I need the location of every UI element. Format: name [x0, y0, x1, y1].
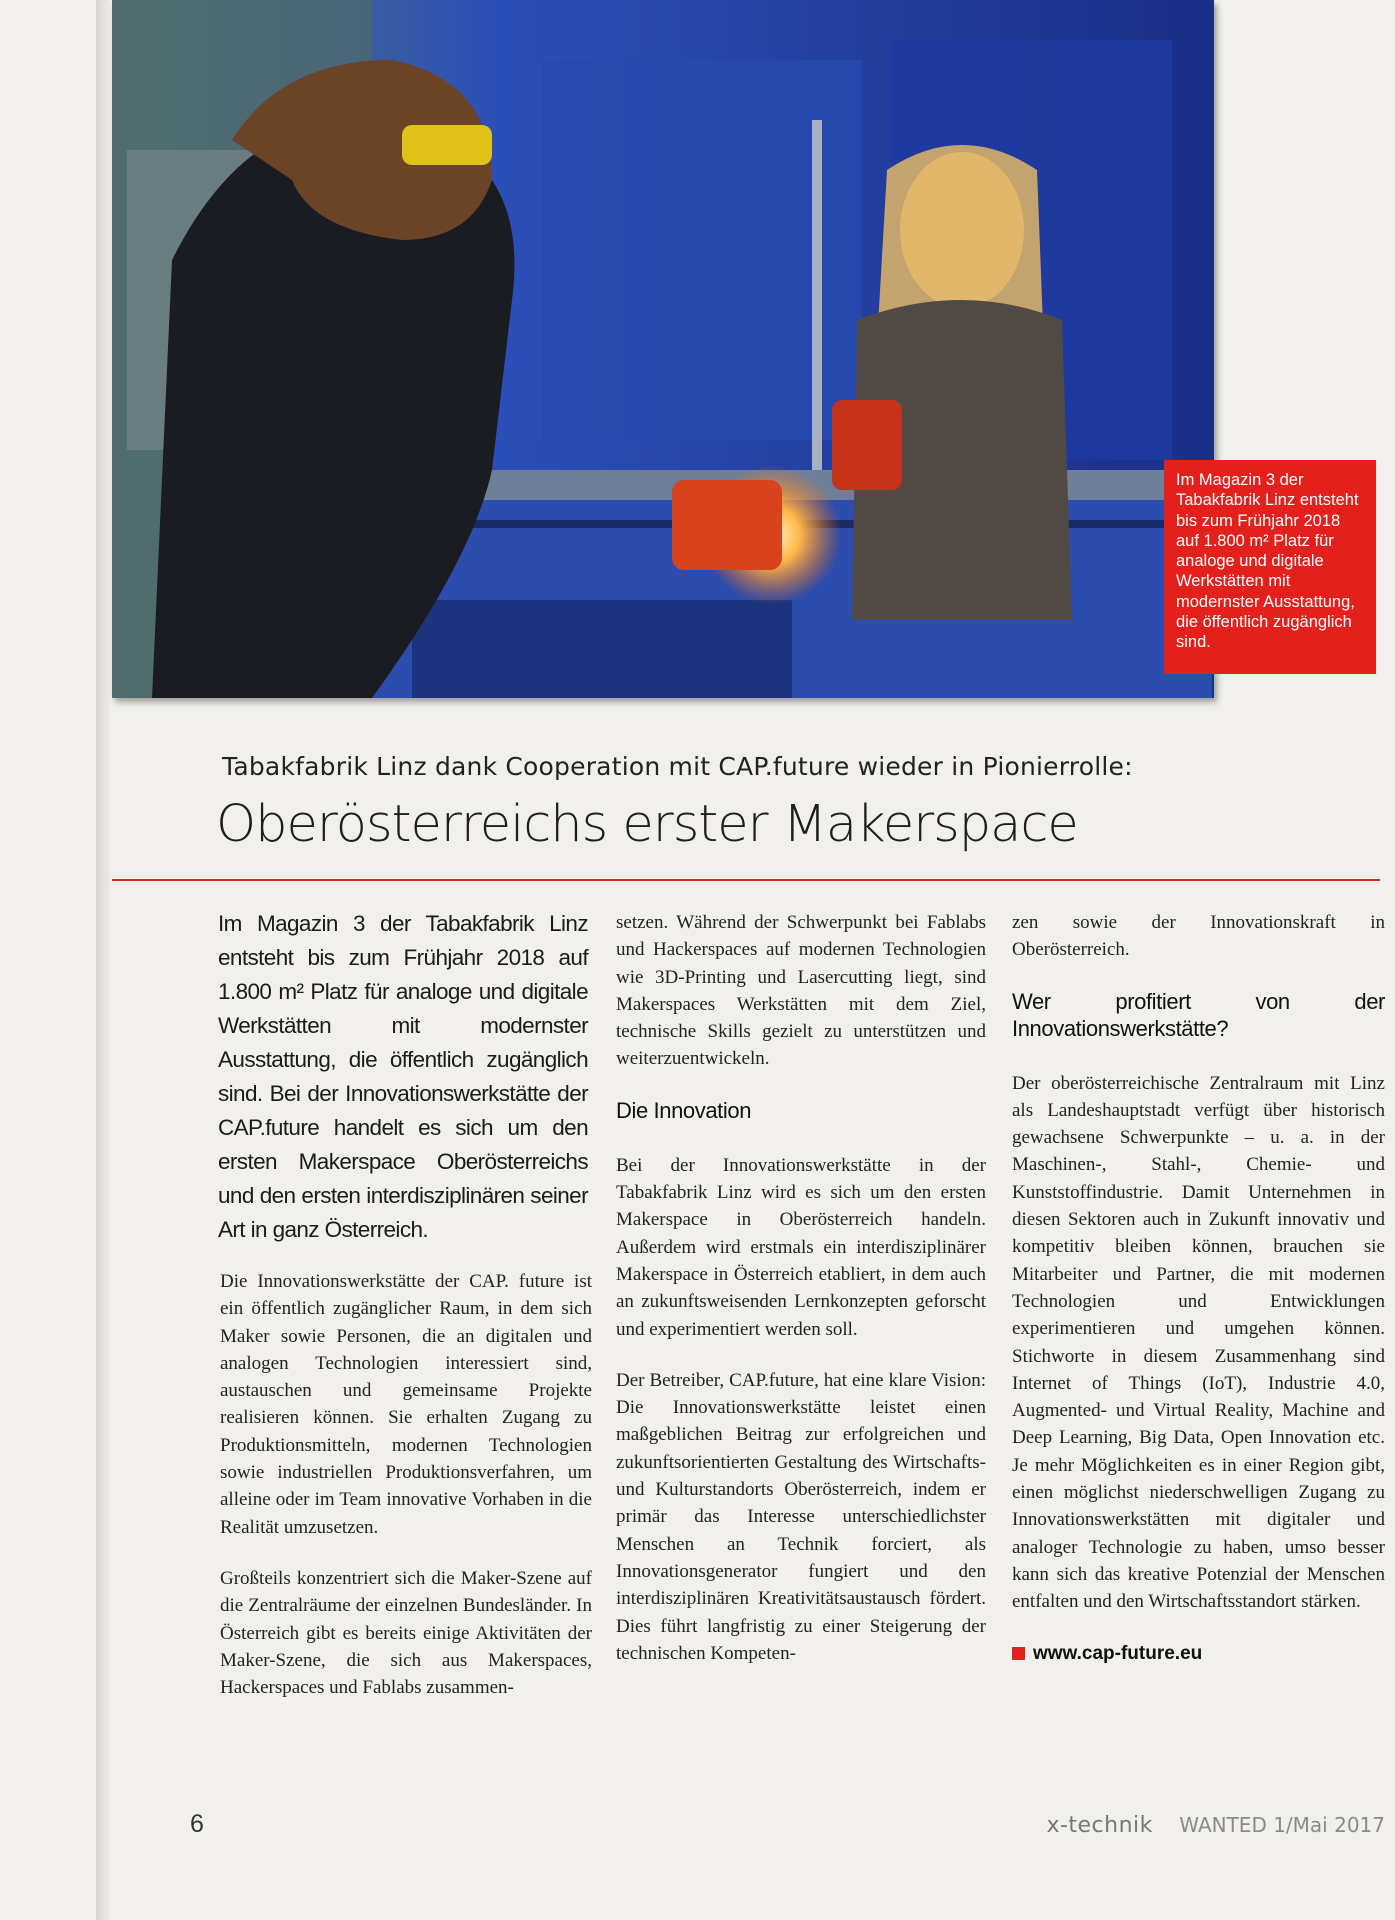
scan-edge: [0, 0, 96, 1920]
issue-label: WANTED 1/Mai 2017: [1179, 1813, 1385, 1837]
page-number: 6: [190, 1810, 204, 1838]
headline-rule: [112, 879, 1380, 881]
magazine-brand: x-technik: [1046, 1813, 1153, 1838]
section-heading: Die Innovation: [616, 1097, 752, 1123]
paragraph: Großteils konzentriert sich die Maker-Szene auf die Zentralräume der einzelnen Bundesländer. In Österreich gibt es bereits einige Aktivitäten der Maker-Szene, die sich aus Makerspaces, Hackerspaces und Fablabs zusammen-: [220, 1567, 592, 1699]
workshop-photo: [112, 0, 1214, 698]
red-square-icon: [1012, 1647, 1025, 1660]
paragraph: setzen. Während der Schwerpunkt bei Fablabs und Hackerspaces auf modernen Technologien wie 3D-Printing und Lasercutting liegt, sind Makerspaces Werkstätten mit dem Ziel, technische Skills gezielt zu unterstützen und weiterzuentwickeln.: [616, 912, 986, 1070]
text-column-2: [616, 909, 986, 1691]
photo-caption: Im Magazin 3 der Tabakfabrik Linz entsteht bis zum Frühjahr 2018 auf 1.800 m² Platz für analoge und digitale Werkstätten mit modernster Ausstattung, die öffentlich zugänglich sind.: [1164, 460, 1376, 674]
page-footer: [1046, 1813, 1385, 1838]
website-link[interactable]: [1012, 1640, 1385, 1667]
paragraph: Die Innovationswerkstätte der CAP. future ist ein öffentlich zugänglicher Raum, in dem sich Maker sowie Personen, die an digitalen und analogen Technologien interessiert sind, austauschen und gemeinsame Projekte realisieren können. Sie erhalten Zugang zu Produktionsmitteln, modernen Technologien sowie industriellen Produktionsverfahren, um alleine oder im Team innovative Vorhaben in die Realität umzusetzen.: [220, 1271, 592, 1538]
paragraph: Der Betreiber, CAP.future, hat eine klare Vision: Die Innovationswerkstätte leistet einen maßgeblichen Beitrag zur erfolgreichen und zukunftsorientierten Gestaltung des Wirtschafts- und Kulturstandorts Oberösterreich, indem er primär das Interesse unterschiedlichster Menschen an Technik forciert, als Innovationsgenerator fungiert und den interdisziplinären Kreativitätsaustausch fördert. Dies führt langfristig zu einer Steigerung der technischen Kompeten-: [616, 1369, 986, 1664]
article-kicker: Tabakfabrik Linz dank Cooperation mit CAP.future wieder in Pionierrolle:: [222, 752, 1133, 781]
article-headline: Oberösterreichs erster Makerspace: [216, 795, 1078, 854]
website-link-text[interactable]: www.cap-future.eu: [1033, 1642, 1203, 1664]
article-lead: Im Magazin 3 der Tabakfabrik Linz entsteht bis zum Frühjahr 2018 auf 1.800 m² Platz für analoge und digitale Werkstätten mit modernster Ausstattung, die öffentlich zugänglich sind. Bei der Innovationswerkstätte der CAP.future handelt es sich um den ersten Makerspace Oberösterreichs und den ersten interdisziplinären seiner Art in ganz Österreich.: [218, 911, 588, 1242]
paragraph: zen sowie der Innovationskraft in Oberösterreich.: [1012, 912, 1385, 961]
text-column-3: [1012, 909, 1385, 1667]
text-column-1: [220, 1268, 592, 1725]
section-heading: Wer profitiert von der Innovationswerkstätte?: [1012, 988, 1385, 1041]
scan-edge-shadow: [96, 0, 110, 1920]
workshop-photo-illustration: [112, 0, 1214, 698]
paragraph: Bei der Innovationswerkstätte in der Tabakfabrik Linz wird es sich um den ersten Makerspace in Oberösterreich handeln. Außerdem wird erstmals ein interdisziplinärer Makerspace in Österreich etabliert, in dem auch an zukunftsweisenden Lernkonzepten geforscht und experimentiert werden soll.: [616, 1154, 986, 1340]
paragraph: Der oberösterreichische Zentralraum mit Linz als Landeshauptstadt verfügt über historisch gewachsene Schwerpunkte – u. a. in der Maschinen-, Stahl-, Chemie- und Kunststoffindustrie. Damit Unternehmen in diesen Sektoren auch in Zukunft innovativ und kompetitiv bleiben können, brauchen sie Mitarbeiter und Partner, die mit modernen Technologien und Entwicklungen experimentieren und umgehen können. Stichworte in diesem Zusammenhang sind Internet of Things (IoT), Industrie 4.0, Augmented- und Virtual Reality, Machine and Deep Learning, Big Data, Open Innovation etc. Je mehr Möglichkeiten es in einer Region gibt, einen möglichst niederschwelligen Zugang zu Innovationswerkstätten mit digitaler und analoger Technologie zu haben, umso besser kann sich das kreative Potenzial der Menschen entfalten und den Wirtschaftsstandort stärken.: [1012, 1072, 1385, 1613]
